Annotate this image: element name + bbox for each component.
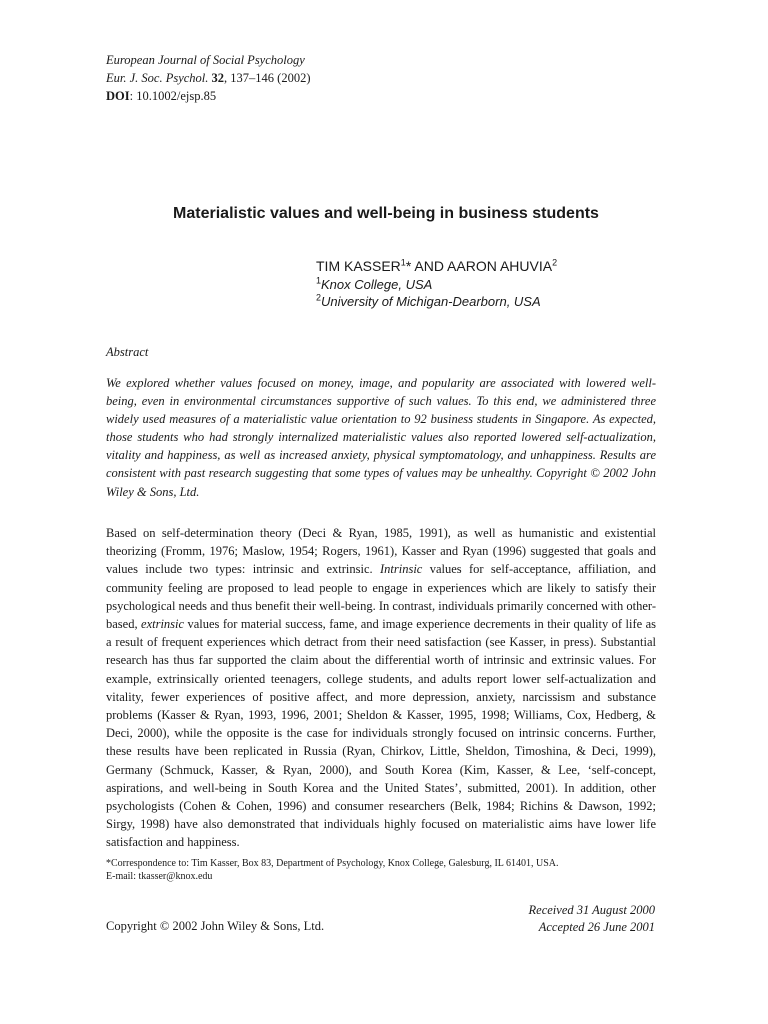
correspondence-footnote xyxy=(106,857,559,883)
received-date: Received 31 August 2000 xyxy=(528,903,655,917)
doi-label: DOI xyxy=(106,89,130,103)
footnote-email: E-mail: tkasser@knox.edu xyxy=(106,871,213,882)
abstract-heading: Abstract xyxy=(106,345,149,359)
journal-citation xyxy=(106,69,310,87)
author-line xyxy=(316,258,557,274)
body-text-2: values for self-acceptance, affiliation, and community feeling are proposed to lead people to engage in experiences which are likely to satisfy their psychological needs and thus benefit their well-being. In contrast, individuals primarily concerned with other-based, xyxy=(106,562,656,632)
author-2: * AND AARON AHUVIA xyxy=(405,258,553,274)
article-title: Materialistic values and well-being in business students xyxy=(173,205,599,222)
journal-header xyxy=(106,51,310,105)
accepted-date: Accepted 26 June 2001 xyxy=(538,920,655,934)
affiliation-2-mark: 2 xyxy=(316,292,322,303)
affiliation-1-mark: 1 xyxy=(316,275,322,286)
author-1-mark: 1 xyxy=(400,257,406,268)
affiliation-2-text: University of Michigan-Dearborn, USA xyxy=(321,294,541,309)
body-text-3: values for material success, fame, and image experience decrements in their quality of life as a result of frequent experiences which detract from their need satisfaction (see Kasser, in press). Substantial research has thus far supported the claim about the differential worth of intrinsic and extrinsic values. For example, extrinsically oriented teenagers, college students, and adults report lower self-actualization and vitality, fewer experiences of positive affect, and more depression, anxiety, narcissism and substance problems (Kasser & Ryan, 1993, 1996, 2001; Sheldon & Kasser, 1995, 1998; Williams, Cox, Hedberg, & Deci, 2000), while the opposite is the case for individuals strongly focused on intrinsic concerns. Further, these results have been replicated in Russia (Ryan, Chirkov, Little, Sheldon, Timoshina, & Deci, 1999), Germany (Schmuck, Kasser, & Ryan, 2000), and South Korea (Kim, Kasser, & Lee, ‘self-concept, aspirations, and well-being in South Korea and the United States’, submitted, 2001). In addition, other psychologists (Cohen & Cohen, 1996) and consumer researchers (Belk, 1984; Richins & Dawson, 1992; Sirgy, 1998) have also demonstrated that individuals highly focused on materialistic aims have lower life satisfaction and happiness. xyxy=(106,617,656,850)
journal-abbrev: Eur. J. Soc. Psychol. xyxy=(106,71,209,85)
abstract-text: We explored whether values focused on money, image, and popularity are associated with lowered well-being, even in environmental circumstances supportive of such values. To this end, we administered three widely used measures of a materialistic value orientation to 92 business students in Singapore. As expected, those students who had strongly internalized materialistic values also reported lowered self-actualization, vitality and happiness, as well as increased anxiety, physical symptomatology, and unhappiness. Results are consistent with past research suggesting that some types of values may be unhealthy. Copyright © 2002 John Wiley & Sons, Ltd. xyxy=(106,376,656,499)
body-term-intrinsic: Intrinsic xyxy=(379,562,423,577)
body-term-extrinsic: extrinsic xyxy=(141,617,185,632)
affiliation-2 xyxy=(316,294,541,309)
journal-name: European Journal of Social Psychology xyxy=(106,53,305,67)
author-1: TIM KASSER xyxy=(316,258,401,274)
body-text-1: Based on self-determination theory (Deci & Ryan, 1985, 1991), as well as humanistic and existential theorizing (Fromm, 1976; Maslow, 1954; Rogers, 1961), Kasser and Ryan (1996) suggested that goals and values include two types: intrinsic and extrinsic. xyxy=(106,526,656,577)
journal-doi xyxy=(106,87,310,105)
affiliation-1-text: Knox College, USA xyxy=(321,277,433,292)
affiliation-1 xyxy=(316,277,432,292)
body-paragraph xyxy=(106,524,656,852)
journal-volume: 32 xyxy=(211,71,225,85)
received-dates xyxy=(529,902,655,936)
journal-pages: , 137–146 (2002) xyxy=(224,71,311,85)
footnote-line-1: *Correspondence to: Tim Kasser, Box 83, Department of Psychology, Knox College, Galesburg, IL 61401, USA. xyxy=(106,858,559,869)
author-2-mark: 2 xyxy=(552,257,558,268)
doi-value: : 10.1002/ejsp.85 xyxy=(129,89,217,103)
copyright-notice: Copyright © 2002 John Wiley & Sons, Ltd. xyxy=(106,919,325,933)
